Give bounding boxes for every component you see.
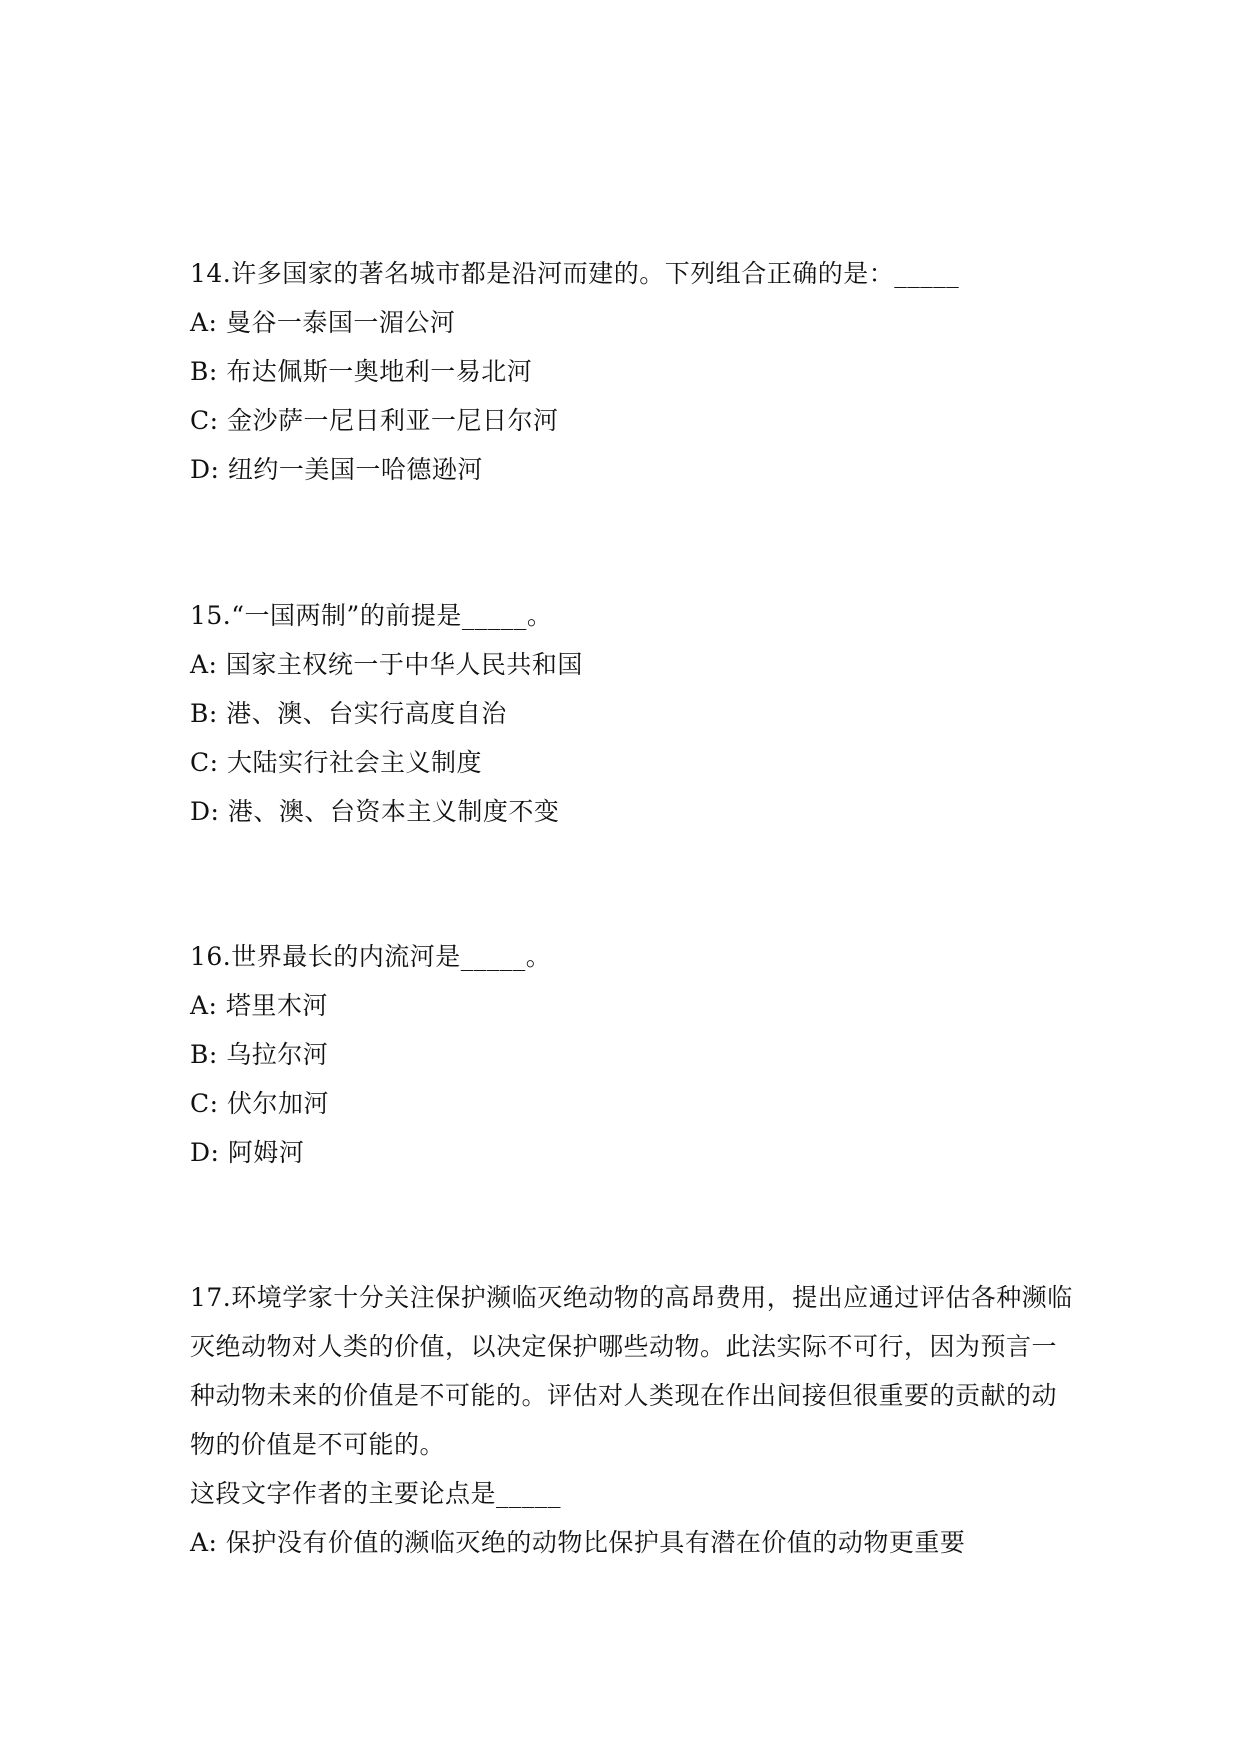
option-d: D: 港、澳、台资本主义制度不变 [190, 797, 560, 826]
option-a: A: 保护没有价值的濒临灭绝的动物比保护具有潜在价值的动物更重要 [190, 1528, 966, 1557]
question-stem-line: 17.环境学家十分关注保护濒临灭绝动物的高昂费用，提出应通过评估各种濒临 [190, 1283, 1073, 1312]
option-b: B: 布达佩斯一奥地利一易北河 [190, 357, 533, 386]
question-stem-line: 灭绝动物对人类的价值，以决定保护哪些动物。此法实际不可行，因为预言一 [190, 1332, 1058, 1361]
question-stem-line: 物的价值是不可能的。 [190, 1430, 446, 1459]
option-c: C: 大陆实行社会主义制度 [190, 748, 482, 777]
option-b: B: 乌拉尔河 [190, 1040, 329, 1069]
question-stem: 14.许多国家的著名城市都是沿河而建的。下列组合正确的是：_____ [190, 259, 960, 288]
option-c: C: 金沙萨一尼日利亚一尼日尔河 [190, 406, 559, 435]
option-b: B: 港、澳、台实行高度自治 [190, 699, 507, 728]
option-a: A: 塔里木河 [190, 991, 328, 1020]
question-15 [190, 591, 1070, 836]
question-16 [190, 932, 1070, 1177]
question-stem: 16.世界最长的内流河是_____。 [190, 942, 552, 971]
option-a: A: 曼谷一泰国一湄公河 [190, 308, 456, 337]
question-stem: 15.“一国两制”的前提是_____。 [190, 601, 553, 630]
question-17 [190, 1273, 1073, 1567]
option-d: D: 纽约一美国一哈德逊河 [190, 455, 483, 484]
option-d: D: 阿姆河 [190, 1138, 305, 1167]
option-a: A: 国家主权统一于中华人民共和国 [190, 650, 583, 679]
option-c: C: 伏尔加河 [190, 1089, 329, 1118]
question-stem-line: 种动物未来的价值是不可能的。评估对人类现在作出间接但很重要的贡献的动 [190, 1381, 1058, 1410]
question-14 [190, 249, 1070, 494]
question-prompt: 这段文字作者的主要论点是_____ [190, 1479, 562, 1508]
